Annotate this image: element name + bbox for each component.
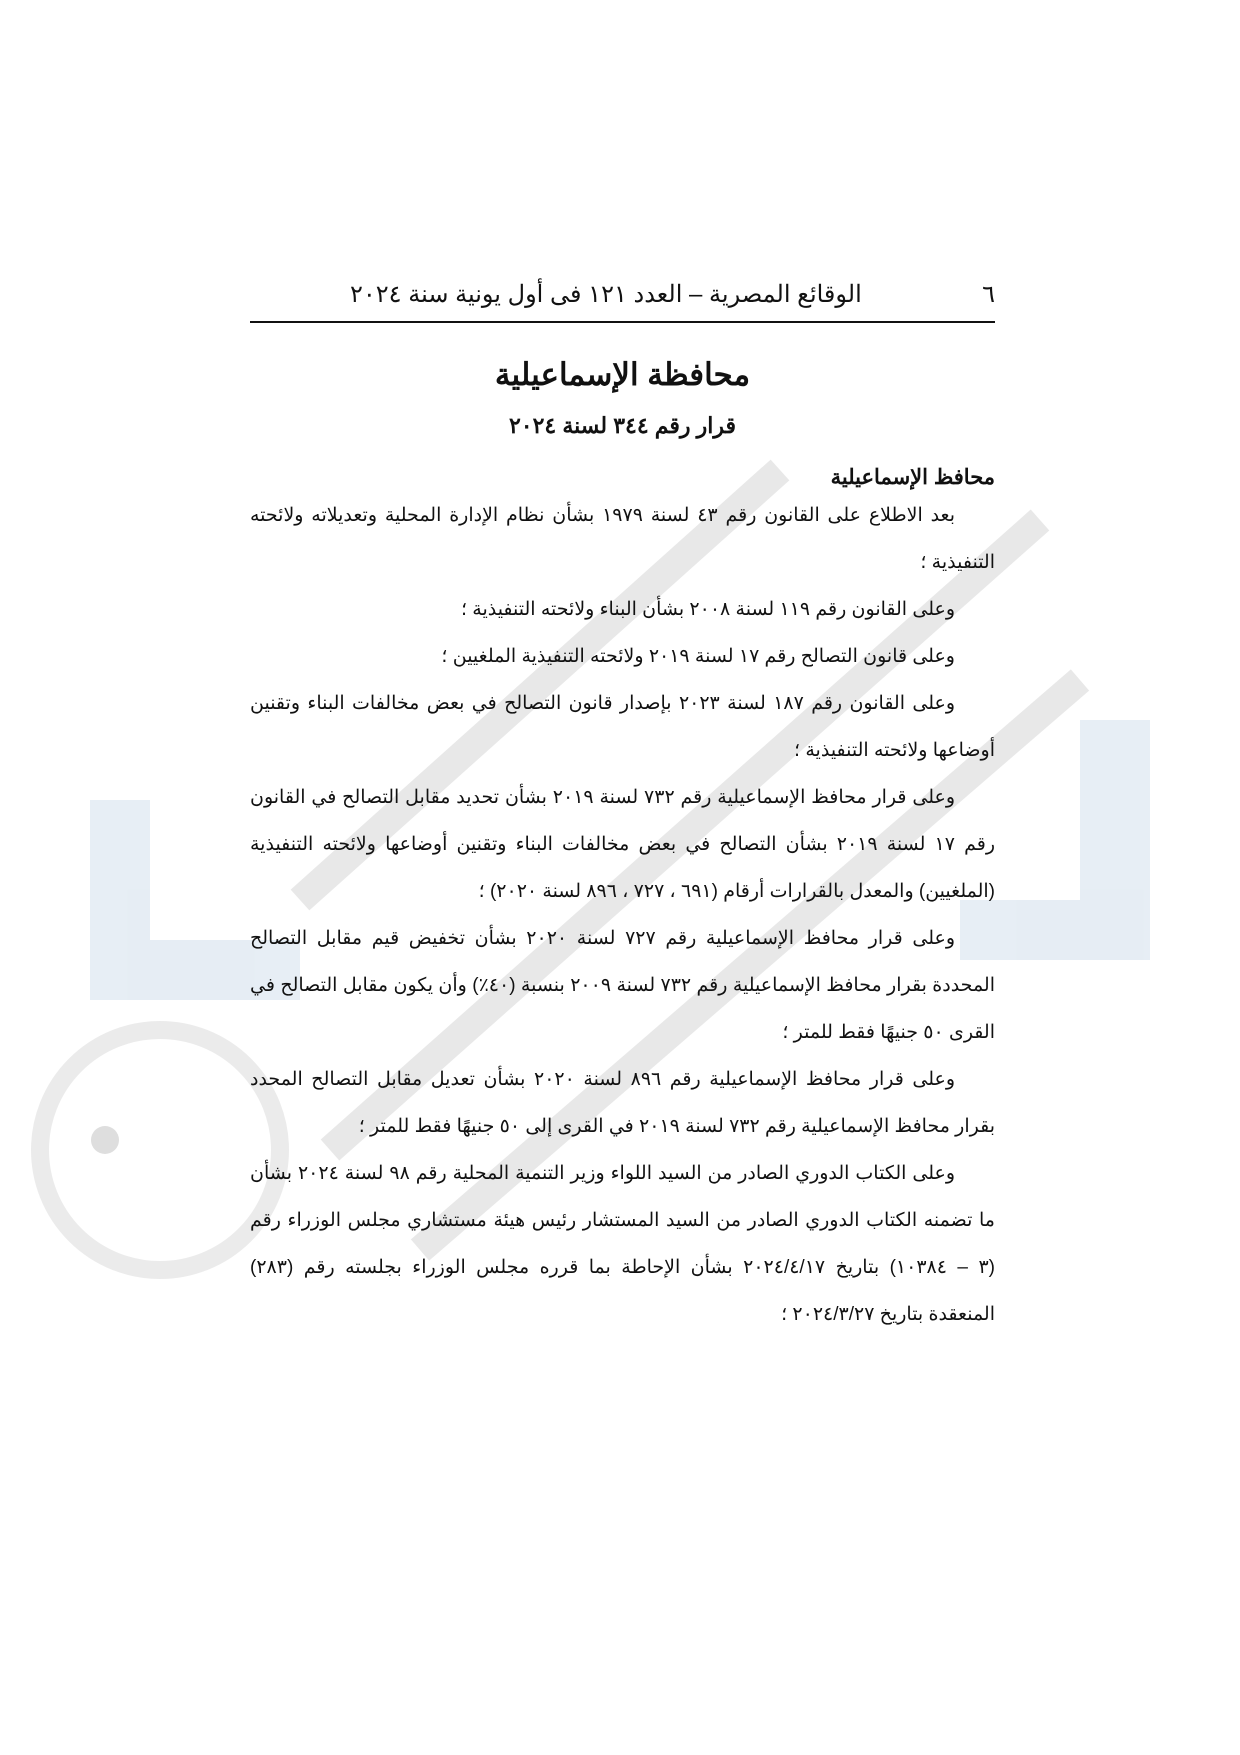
paragraph: وعلى القانون رقم ١١٩ لسنة ٢٠٠٨ بشأن البناء ولائحته التنفيذية ؛	[460, 599, 955, 620]
gazette-header-title: الوقائع المصرية – العدد ١٢١ فى أول يونية سنة ٢٠٢٤	[350, 281, 862, 308]
decree-body	[250, 492, 995, 1338]
decree-title: قرار رقم ٣٤٤ لسنة ٢٠٢٤	[508, 413, 737, 438]
page-number: ٦	[982, 281, 995, 308]
paragraph: وعلى قانون التصالح رقم ١٧ لسنة ٢٠١٩ ولائحته التنفيذية الملغيين ؛	[441, 646, 955, 667]
paragraph: بعد الاطلاع على القانون رقم ٤٣ لسنة ١٩٧٩ بشأن نظام الإدارة المحلية وتعديلاته ولائحته التنفيذية ؛	[250, 505, 995, 573]
paragraph: وعلى الكتاب الدوري الصادر من السيد اللواء وزير التنمية المحلية رقم ٩٨ لسنة ٢٠٢٤ بشأن ما تضمنه الكتاب الدوري الصادر من السيد المستشار رئيس هيئة مستشاري مجلس الوزراء رقم (٣ – ١٠٣٨٤) بتاريخ ٢٠٢٤/٤/١٧ بشأن الإحاطة بما قرره مجلس الوزراء بجلسته رقم (٢٨٣) المنعقدة بتاريخ ٢٠٢٤/٣/٢٧ ؛	[250, 1163, 995, 1325]
paragraph: وعلى قرار محافظ الإسماعيلية رقم ٧٣٢ لسنة ٢٠١٩ بشأن تحديد مقابل التصالح في القانون رقم ١٧ لسنة ٢٠١٩ بشأن التصالح في بعض مخالفات البناء وتقنين أوضاعها ولائحته التنفيذية (الملغيين) والمعدل بالقرارات أرقام (٦٩١ ، ٧٢٧ ، ٨٩٦ لسنة ٢٠٢٠) ؛	[250, 787, 995, 902]
paragraph: وعلى القانون رقم ١٨٧ لسنة ٢٠٢٣ بإصدار قانون التصالح في بعض مخالفات البناء وتقنين أوضاعها ولائحته التنفيذية ؛	[250, 693, 995, 761]
paragraph: وعلى قرار محافظ الإسماعيلية رقم ٧٢٧ لسنة ٢٠٢٠ بشأن تخفيض قيم مقابل التصالح المحددة بقرار محافظ الإسماعيلية رقم ٧٣٢ لسنة ٢٠٠٩ بنسبة (٤٠٪) وأن يكون مقابل التصالح في القرى ٥٠ جنيهًا فقط للمتر ؛	[250, 928, 995, 1043]
document-page	[250, 280, 995, 1338]
issuer-heading: محافظ الإسماعيلية	[830, 466, 995, 489]
governorate-title: محافظة الإسماعيلية	[494, 357, 751, 392]
paragraph: وعلى قرار محافظ الإسماعيلية رقم ٨٩٦ لسنة ٢٠٢٠ بشأن تعديل مقابل التصالح المحدد بقرار محافظ الإسماعيلية رقم ٧٣٢ لسنة ٢٠١٩ في القرى إلى ٥٠ جنيهًا فقط للمتر ؛	[250, 1069, 995, 1137]
page-header	[250, 280, 995, 323]
